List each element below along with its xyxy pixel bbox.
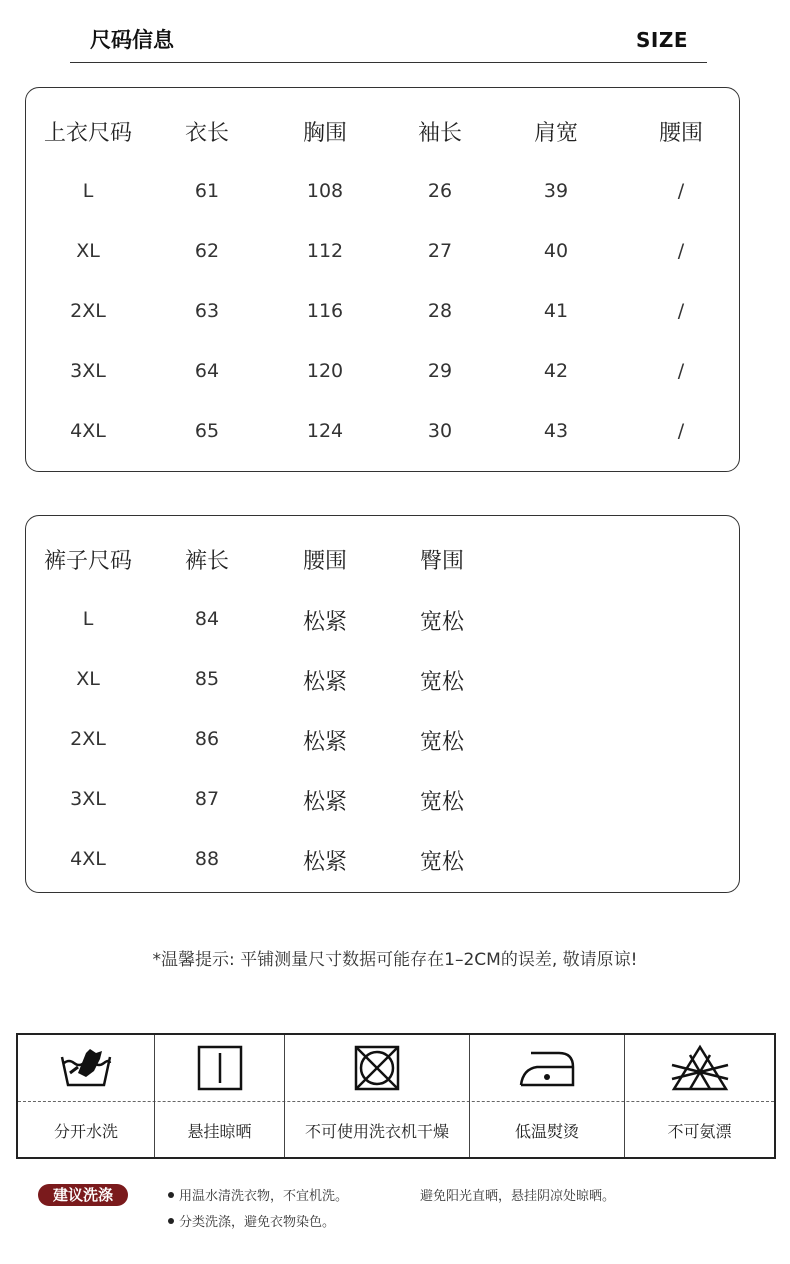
- table-cell: L: [82, 608, 94, 630]
- size-label: SIZE: [636, 28, 689, 52]
- table-cell: 88: [194, 848, 220, 870]
- table-cell: XL: [76, 668, 100, 690]
- table-cell: 宽松: [419, 610, 465, 635]
- table-cell: 112: [306, 240, 344, 262]
- table-cell: 61: [194, 180, 220, 202]
- table-cell: 松紧: [302, 790, 348, 815]
- table-cell: 宽松: [419, 790, 465, 815]
- bullet-icon: [168, 1192, 174, 1198]
- advice-badge: 建议洗涤: [38, 1184, 128, 1206]
- top-size-table: [25, 87, 740, 472]
- table-cell: 62: [194, 240, 220, 262]
- table-cell: 宽松: [419, 850, 465, 875]
- table-cell: 松紧: [302, 610, 348, 635]
- care-label: 不可氨漂: [667, 1122, 732, 1141]
- column-header: 袖长: [417, 121, 463, 146]
- table-cell: 27: [427, 240, 453, 262]
- care-item: [284, 1035, 469, 1157]
- care-item: [624, 1035, 774, 1157]
- tip-item: [168, 1185, 348, 1204]
- iron-low-icon: [515, 1043, 579, 1097]
- table-cell: 松紧: [302, 670, 348, 695]
- measurement-note: *温馨提示: 平铺测量尺寸数据可能存在1–2CM的误差, 敬请原谅!: [152, 950, 638, 970]
- column-header: 胸围: [302, 121, 348, 146]
- pants-size-table: [25, 515, 740, 893]
- tip-text: 分类洗涤，避免衣物染色。: [179, 1215, 336, 1230]
- table-cell: 40: [543, 240, 569, 262]
- hand-wash-icon: [56, 1043, 116, 1097]
- table-cell: 84: [194, 608, 220, 630]
- table-cell: 松紧: [302, 730, 348, 755]
- page-title: 尺码信息: [90, 28, 174, 52]
- care-item: [154, 1035, 284, 1157]
- column-header: 裤子尺码: [43, 549, 133, 574]
- table-cell: 松紧: [302, 850, 348, 875]
- table-cell: /: [677, 240, 685, 262]
- table-cell: 3XL: [70, 360, 106, 382]
- table-cell: 108: [306, 180, 344, 202]
- table-cell: /: [677, 180, 685, 202]
- table-cell: 2XL: [70, 300, 106, 322]
- table-cell: 86: [194, 728, 220, 750]
- column-header: 腰围: [302, 549, 348, 574]
- table-cell: 124: [306, 420, 344, 442]
- table-cell: 4XL: [70, 420, 106, 442]
- column-header: 上衣尺码: [43, 121, 133, 146]
- tip-item: [420, 1185, 615, 1204]
- care-item: [469, 1035, 624, 1157]
- table-cell: 30: [427, 420, 453, 442]
- no-tumble-dry-icon: [352, 1043, 402, 1097]
- table-cell: 2XL: [70, 728, 106, 750]
- table-cell: L: [82, 180, 94, 202]
- column-header: 肩宽: [533, 121, 579, 146]
- care-label: 低温熨烫: [514, 1122, 579, 1141]
- column-header: 裤长: [184, 549, 230, 574]
- table-cell: /: [677, 420, 685, 442]
- tip-item: [168, 1211, 335, 1230]
- table-cell: 63: [194, 300, 220, 322]
- table-cell: XL: [76, 240, 100, 262]
- column-header: 臀围: [419, 549, 465, 574]
- table-cell: 28: [427, 300, 453, 322]
- table-cell: /: [677, 300, 685, 322]
- no-bleach-icon: [668, 1043, 732, 1097]
- table-cell: 85: [194, 668, 220, 690]
- table-cell: 39: [543, 180, 569, 202]
- column-header: 腰围: [658, 121, 704, 146]
- tip-text: 用温水清洗衣物，不宜机洗。: [179, 1189, 349, 1204]
- column-header: 衣长: [184, 121, 230, 146]
- table-cell: 26: [427, 180, 453, 202]
- header-divider: [70, 62, 707, 63]
- table-cell: 43: [543, 420, 569, 442]
- hang-dry-icon: [195, 1043, 245, 1097]
- bullet-icon: [168, 1218, 174, 1224]
- care-instructions-grid: [16, 1033, 776, 1159]
- table-cell: 42: [543, 360, 569, 382]
- table-cell: 3XL: [70, 788, 106, 810]
- care-label: 不可使用洗衣机干燥: [304, 1122, 449, 1141]
- table-cell: 87: [194, 788, 220, 810]
- table-cell: 65: [194, 420, 220, 442]
- table-cell: 120: [306, 360, 344, 382]
- table-cell: 29: [427, 360, 453, 382]
- table-cell: 116: [306, 300, 344, 322]
- tip-text: 避免阳光直晒，悬挂阴凉处晾晒。: [420, 1189, 616, 1204]
- table-cell: /: [677, 360, 685, 382]
- table-cell: 41: [543, 300, 569, 322]
- table-cell: 4XL: [70, 848, 106, 870]
- table-cell: 64: [194, 360, 220, 382]
- care-item: [18, 1035, 154, 1157]
- table-cell: 宽松: [419, 730, 465, 755]
- table-cell: 宽松: [419, 670, 465, 695]
- care-label: 分开水洗: [53, 1122, 118, 1141]
- care-label: 悬挂晾晒: [187, 1122, 252, 1141]
